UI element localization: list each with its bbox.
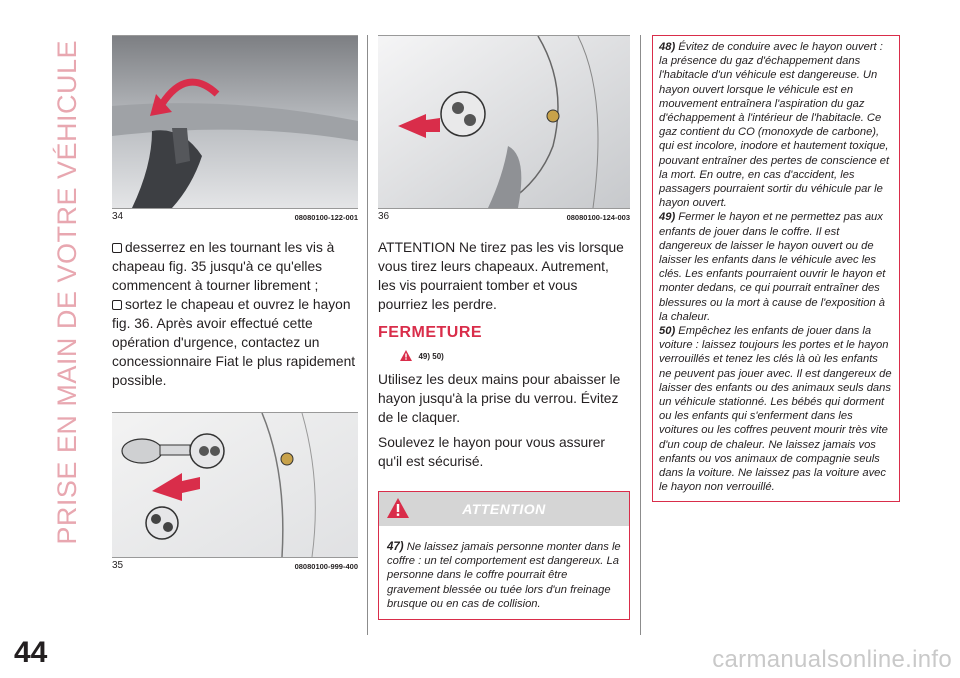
column-middle: [378, 35, 630, 620]
attention-label: ATTENTION: [462, 501, 546, 517]
note-number: 49): [659, 211, 676, 224]
checkbox-bullet-icon: [112, 243, 122, 253]
column-divider: [640, 35, 641, 635]
column-right: [652, 35, 900, 502]
paragraph: [112, 238, 358, 390]
figure-35: [112, 412, 358, 558]
figure-code: 08080100-999-400: [294, 562, 358, 571]
bullet-text: desserrez en les tournant les vis à chapeau fig. 35 jusqu'à ce qu'elles commencent à tourner librement ;: [112, 240, 335, 293]
note-49: [659, 210, 893, 324]
figure-34-illustration: [112, 36, 358, 208]
warning-refs: [400, 346, 630, 364]
screwdriver-icon: [122, 439, 162, 463]
section-heading: FERMETURE: [378, 324, 483, 341]
note-text: Empêchez les enfants de jouer dans la voiture : laissez toujours les portes et le hayon verrouillés et tenez les clés là où les enfants ne peuvent pas jouer avec. Il est dangereux de laisser des enfants ou des animaux seuls dans un véhicule stationné. Les bébés qui dorment ou les enfants qui s'enferment dans les voitures ou les coffres peuvent mourir très vite d'un coup de chaleur. Ne laissez jamais vos enfants ou vos animaux de compagnie seuls dans la voiture. Ne laissez pas la voiture avec le hayon non verrouillé.: [659, 325, 892, 494]
screw-cap-icon: [441, 92, 485, 136]
figure-number: 36: [378, 211, 390, 222]
attention-header: [379, 492, 629, 526]
attention-box: [378, 491, 630, 620]
page-number: 44: [14, 636, 48, 669]
note-number: 48): [659, 41, 676, 53]
note-text: Fermer le hayon et ne permettez pas aux enfants de jouer dans le coffre. Il est dangereux de laisser le hayon ouvert ou de laisser les enfants dans le véhicule avec les clés. Les enfants pourraient ouvrir le hayon et monter dedans, ce qui pourrait entraîner des blessures ou la mort à cause de l'exposition à la chaleur.: [659, 211, 886, 323]
bullet-text: sortez le chapeau et ouvrez le hayon fig. 36. Après avoir effectué cette opération d'urgence, contactez un concessionnaire Fiat le plus rapidement possible.: [112, 297, 356, 388]
figure-36-illustration: [378, 36, 630, 208]
figure-code: 08080100-122-001: [294, 213, 358, 222]
watermark: carmanualsonline.info: [712, 646, 952, 673]
figure-code: 08080100-124-003: [566, 213, 630, 222]
figure-36: [378, 35, 630, 209]
note-50: [659, 324, 893, 494]
note-number: 47): [387, 541, 404, 553]
figure-35-illustration: [112, 413, 358, 557]
column-left: [112, 35, 358, 571]
figure-36-caption: [378, 211, 630, 222]
note-48: [659, 40, 893, 210]
warning-triangle-icon: [400, 350, 412, 361]
paragraph: Utilisez les deux mains pour abaisser le hayon jusqu'à la prise du verrou. Évitez de le claquer.: [378, 372, 621, 425]
note-text: Évitez de conduire avec le hayon ouvert : la présence du gaz d'échappement dans l'habitacle d'un véhicule est dangereuse. Un hayon ouvert lorsque le véhicule est en mouvement entraînera l'aspiration du gaz d'échappement à l'intérieur de l'habitacle. Ce gaz contient du CO (monoxyde de carbone), qui est incolore, inodore et hautement toxique, pouvant entraîner des pertes de conscience et la mort. En outre, en cas d'accident, les passagers pourraient sortir du véhicule par le hayon ouvert.: [659, 41, 890, 210]
checkbox-bullet-icon: [112, 300, 122, 310]
section-title: PRISE EN MAIN DE VOTRE VÉHICULE: [52, 40, 82, 545]
note-47: [379, 526, 629, 619]
note-number: 50): [659, 325, 676, 338]
column-divider: [367, 35, 368, 635]
figure-34: [112, 35, 358, 209]
figure-34-caption: [112, 211, 358, 222]
note-text: Ne laissez jamais personne monter dans le coffre : un tel comportement est dangereux. La personne dans le coffre pourrait être gravement blessée ou tuée lors d'un freinage brusque ou en cas de collision.: [387, 541, 621, 610]
paragraph: ATTENTION Ne tirez pas les vis lorsque vous tirez leurs chapeaux. Autrement, les vis pourraient tomber et vous pourriez les perdre.: [378, 240, 624, 312]
paragraph: Soulevez le hayon pour vous assurer qu'il est sécurisé.: [378, 435, 606, 469]
figure-number: 34: [112, 211, 124, 222]
reference-numbers: 49) 50): [418, 352, 444, 361]
warnings-box: [652, 35, 900, 502]
figure-35-caption: [112, 560, 358, 571]
figure-number: 35: [112, 560, 124, 571]
